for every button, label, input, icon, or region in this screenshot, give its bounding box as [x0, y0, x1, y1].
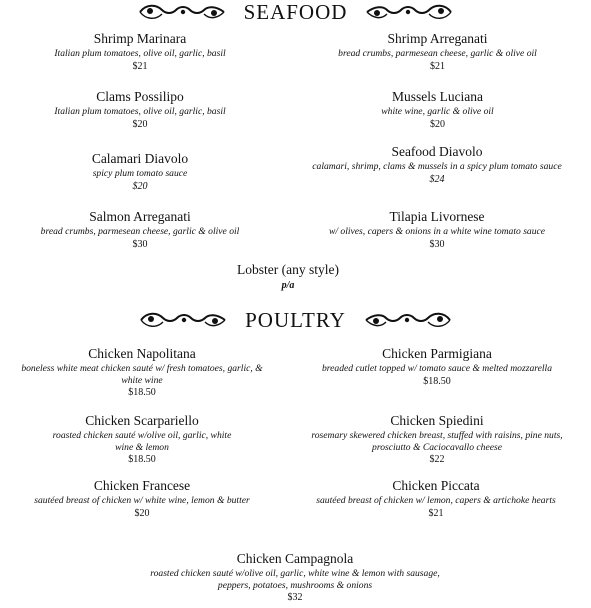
item-name: Chicken Scarpariello [85, 413, 199, 428]
item-price: $30 [429, 238, 445, 250]
section-title-seafood: SEAFOOD [243, 0, 348, 24]
item-description: bread crumbs, parmesean cheese, garlic & olive oil [40, 226, 240, 237]
item-price: $21 [428, 507, 444, 519]
menu-item-shrimp-marinara [10, 31, 270, 73]
menu-item-salmon-arreganati [10, 209, 270, 251]
item-description: Italian plum tomatoes, olive oil, garlic, basil [54, 48, 226, 59]
item-description: sautéed breast of chicken w/ white wine, lemon & butter [34, 495, 250, 506]
item-name: Chicken Spiedini [390, 413, 484, 428]
item-name: Lobster (any style) [237, 262, 339, 277]
menu-item-chicken-scarpariello [10, 413, 274, 466]
menu-item-calamari-diavolo [10, 151, 270, 193]
item-description: bread crumbs, parmesean cheese, garlic & olive oil [338, 48, 537, 59]
item-description: Italian plum tomatoes, olive oil, garlic, basil [54, 106, 226, 117]
item-description: rosemary skewered chicken breast, stuffed with raisins, pine nuts, prosciutto & Caciocavallo cheese [311, 430, 563, 453]
menu-item-chicken-piccata [286, 478, 586, 520]
item-name: Chicken Napolitana [88, 346, 196, 361]
item-description: calamari, shrimp, clams & mussels in a spicy plum tomato sauce [312, 161, 562, 172]
item-price: $20 [134, 507, 150, 519]
menu-item-chicken-spiedini [292, 413, 582, 466]
item-price: $30 [132, 238, 148, 250]
menu-item-mussels-luciana [300, 89, 575, 131]
item-price: $18.50 [128, 454, 156, 465]
item-price: $22 [429, 454, 445, 465]
item-name: Shrimp Arreganati [387, 31, 488, 46]
right-flourish-ornament-icon [363, 3, 455, 21]
item-description: w/ olives, capers & onions in a white wine tomato sauce [328, 226, 546, 237]
item-name: Chicken Campagnola [236, 551, 354, 566]
menu-item-lobster [170, 262, 406, 292]
item-description: roasted chicken sauté w/olive oil, garlic, white wine & lemon [52, 430, 232, 453]
item-description: white wine, garlic & olive oil [381, 106, 494, 117]
item-description: spicy plum tomato sauce [92, 168, 188, 179]
menu-item-chicken-francese [8, 478, 276, 520]
item-name: Tilapia Livornese [389, 209, 485, 224]
item-name: Salmon Arreganati [89, 209, 191, 224]
menu-item-chicken-campagnola [135, 551, 455, 604]
item-name: Calamari Diavolo [91, 151, 189, 166]
item-name: Chicken Francese [93, 478, 191, 493]
item-description: breaded cutlet topped w/ tomato sauce & melted mozzarella [321, 363, 553, 374]
menu-item-shrimp-arreganati [300, 31, 575, 73]
menu-item-chicken-napolitana [10, 346, 274, 399]
item-name: Clams Possilipo [96, 89, 184, 104]
right-flourish-ornament-icon [362, 311, 454, 329]
left-flourish-ornament-icon [136, 3, 228, 21]
menu-item-chicken-parmigiana [292, 346, 582, 388]
item-description: roasted chicken sauté w/olive oil, garlic, white wine & lemon with sausage, peppers, potatoes, mushrooms & onions [150, 568, 440, 591]
item-name: Mussels Luciana [391, 89, 484, 104]
item-name: Seafood Diavolo [391, 144, 483, 159]
item-price: $20 [132, 180, 148, 192]
menu-item-tilapia-livornese [296, 209, 578, 251]
item-price: p/a [281, 280, 295, 291]
item-price: $32 [287, 592, 303, 603]
menu-item-seafood-diavolo [298, 144, 576, 186]
item-price: $20 [132, 118, 148, 130]
section-title-poultry: POULTRY [245, 307, 346, 332]
item-price: $24 [429, 173, 445, 185]
menu-item-clams-possilipo [10, 89, 270, 131]
item-name: Chicken Piccata [392, 478, 480, 493]
item-price: $18.50 [423, 375, 451, 387]
item-description: sautéed breast of chicken w/ lemon, capers & artichoke hearts [316, 495, 556, 506]
item-name: Chicken Parmigiana [382, 346, 492, 361]
item-description: boneless white meat chicken sauté w/ fresh tomatoes, garlic, & white wine [21, 363, 263, 386]
item-price: $21 [132, 60, 148, 72]
item-name: Shrimp Marinara [93, 31, 187, 46]
poultry-header [0, 307, 591, 333]
item-price: $18.50 [128, 387, 156, 398]
left-flourish-ornament-icon [137, 311, 229, 329]
item-price: $20 [430, 118, 445, 130]
seafood-header [0, 0, 591, 24]
item-price: $21 [430, 60, 445, 72]
